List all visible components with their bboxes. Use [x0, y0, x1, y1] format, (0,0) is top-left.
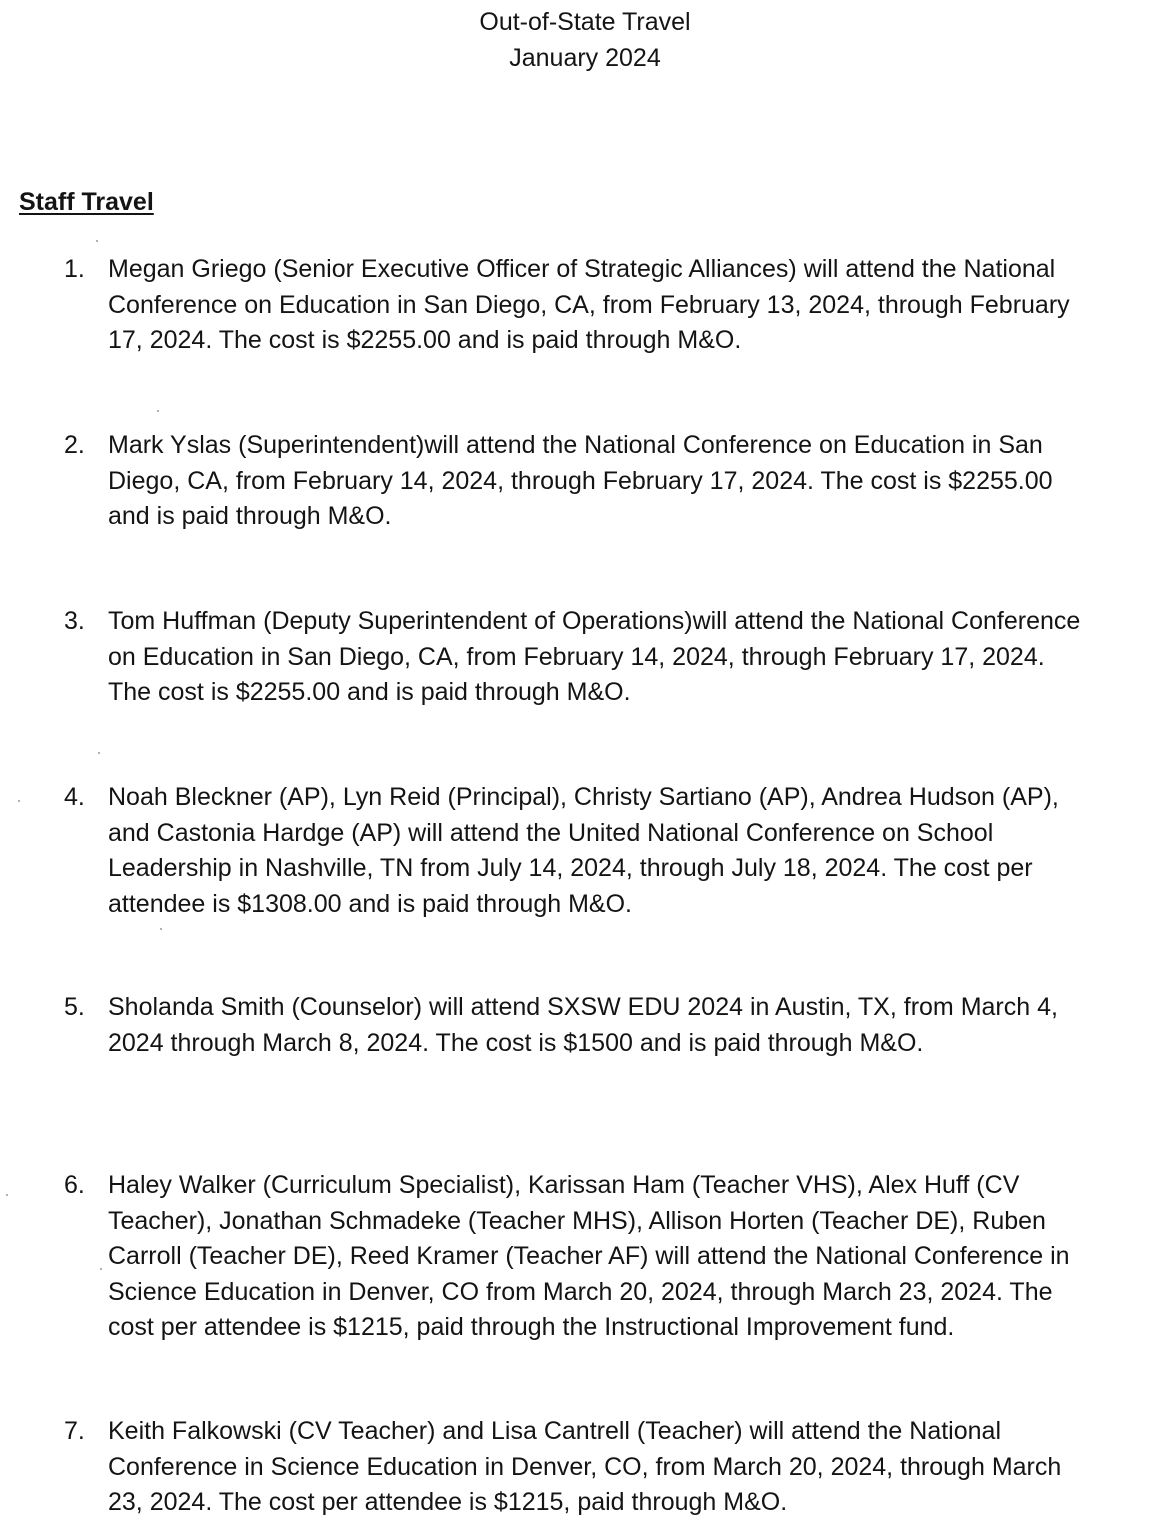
list-item-text: Megan Griego (Senior Executive Officer of Strategic Alliances) will attend the National Conference on Education in San Diego, CA, from February 13, 2024, through February 17, 2024. The cost is $2255.00 and is paid through M&O.: [108, 255, 1070, 354]
section-heading: Staff Travel: [19, 188, 154, 216]
list-item-text: Haley Walker (Curriculum Specialist), Karissan Ham (Teacher VHS), Alex Huff (CV Teacher), Jonathan Schmadeke (Teacher MHS), Allison Horten (Teacher DE), Ruben Carroll (Teacher DE), Reed Kramer (Teacher AF) will attend the National Conference in Science Education in Denver, CO from March 20, 2024, through March 23, 2024. The cost per attendee is $1215, paid through the Instructional Improvement fund.: [108, 1171, 1070, 1341]
list-item-number: 7.: [64, 1417, 85, 1445]
list-item-text: Keith Falkowski (CV Teacher) and Lisa Cantrell (Teacher) will attend the National Conference in Science Education in Denver, CO, from March 20, 2024, through March 23, 2024. The cost per attendee is $1215, paid through M&O.: [108, 1417, 1062, 1516]
scan-speck: [6, 1194, 8, 1196]
scan-speck: [160, 928, 162, 930]
list-item-text: Sholanda Smith (Counselor) will attend SXSW EDU 2024 in Austin, TX, from March 4, 2024 through March 8, 2024. The cost is $1500 and is paid through M&O.: [108, 993, 1058, 1057]
list-item-number: 4.: [64, 783, 85, 811]
scan-speck: [98, 752, 100, 754]
list-item-text: Mark Yslas (Superintendent)will attend the National Conference on Education in San Diego, CA, from February 14, 2024, through February 17, 2024. The cost is $2255.00 and is paid through M&O.: [108, 431, 1053, 530]
scan-speck: [100, 1268, 102, 1270]
document-subtitle: January 2024: [509, 44, 661, 72]
list-item-number: 5.: [64, 993, 85, 1021]
list-item-text: Noah Bleckner (AP), Lyn Reid (Principal), Christy Sartiano (AP), Andrea Hudson (AP), and Castonia Hardge (AP) will attend the United National Conference on School Leadership in Nashville, TN from July 14, 2024, through July 18, 2024. The cost per attendee is $1308.00 and is paid through M&O.: [108, 783, 1059, 918]
list-item-number: 6.: [64, 1171, 85, 1199]
document-title: Out-of-State Travel: [479, 8, 691, 36]
list-item-number: 2.: [64, 431, 85, 459]
list-item-number: 1.: [64, 255, 85, 283]
list-item-text: Tom Huffman (Deputy Superintendent of Operations)will attend the National Conference on Education in San Diego, CA, from February 14, 2024, through February 17, 2024. The cost is $2255.00 and is paid through M&O.: [108, 607, 1081, 706]
scan-speck: [18, 800, 20, 802]
scan-speck: [96, 240, 98, 242]
scan-speck: [157, 410, 159, 412]
title-block: [0, 4, 1170, 76]
list-item-number: 3.: [64, 607, 85, 635]
